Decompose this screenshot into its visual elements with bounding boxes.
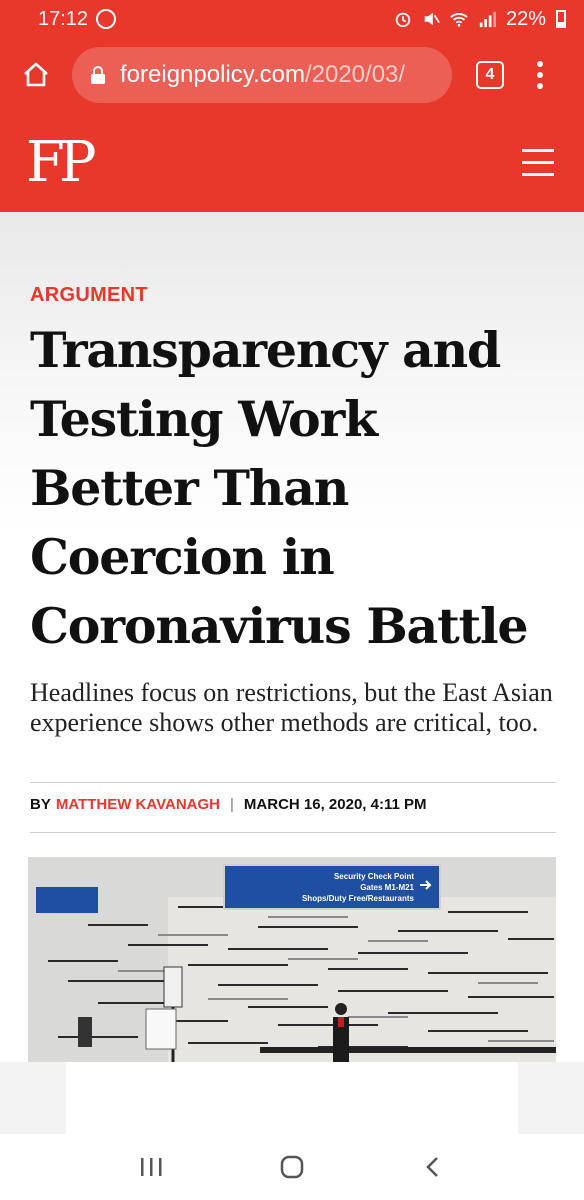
fp-logo[interactable]: FP xyxy=(26,129,91,195)
article-photo xyxy=(28,857,556,1062)
home-circle-icon xyxy=(279,1154,305,1180)
headline-line: Coercion in xyxy=(30,528,334,586)
byline xyxy=(30,796,426,813)
author-link[interactable]: MATTHEW KAVANAGH xyxy=(55,796,220,813)
sign-text: Shops/Duty Free/Restaurants xyxy=(301,894,414,903)
status-bar xyxy=(0,0,584,38)
divider xyxy=(30,832,556,833)
divider xyxy=(30,782,556,783)
battery-percent: 22% xyxy=(505,7,546,30)
signal-icon xyxy=(478,10,496,28)
tab-switcher-button[interactable]: 4 xyxy=(476,61,504,89)
menu-dot xyxy=(537,72,543,78)
status-time: 17:12 xyxy=(38,7,89,30)
browser-menu-button[interactable] xyxy=(528,61,552,89)
article-kicker[interactable]: ARGUMENT xyxy=(30,284,148,306)
system-nav-bar xyxy=(0,1134,584,1200)
headline-line: Testing Work xyxy=(30,390,377,448)
article-headline xyxy=(30,316,560,661)
headline-line: Coronavirus Battle xyxy=(30,597,528,655)
battery-icon xyxy=(556,10,566,28)
address-bar[interactable] xyxy=(72,47,452,103)
ad-banner-area xyxy=(0,1062,584,1134)
hamburger-menu-button[interactable] xyxy=(522,149,554,176)
url-domain: foreignpolicy.com xyxy=(120,61,305,88)
lock-icon xyxy=(90,66,106,84)
hamburger-line xyxy=(522,149,554,152)
headline-line: Better Than xyxy=(30,459,349,517)
whatsapp-icon xyxy=(96,9,116,29)
menu-dot xyxy=(537,61,543,67)
site-header xyxy=(0,112,584,212)
headline-line: Transparency and xyxy=(30,321,501,379)
article-header xyxy=(0,212,584,1062)
byline-prefix: BY xyxy=(30,796,51,813)
publish-date: MARCH 16, 2020, 4:11 PM xyxy=(243,796,427,813)
byline-separator: | xyxy=(230,796,234,813)
hamburger-line xyxy=(522,173,554,176)
sign-text: Gates M1-M21 xyxy=(360,883,414,892)
mute-icon xyxy=(422,10,440,28)
article-dek: Headlines focus on restrictions, but the East Asian experience shows other methods are critical, too. xyxy=(30,678,553,737)
recents-icon xyxy=(139,1156,163,1178)
home-button[interactable] xyxy=(14,53,58,97)
alarm-icon xyxy=(394,10,412,28)
back-button[interactable] xyxy=(413,1147,453,1187)
home-nav-button[interactable] xyxy=(272,1147,312,1187)
hamburger-line xyxy=(522,161,554,164)
recent-apps-button[interactable] xyxy=(131,1147,171,1187)
menu-dot xyxy=(537,83,543,89)
airport-terminal-image xyxy=(28,857,556,1062)
browser-toolbar xyxy=(0,38,584,112)
home-icon xyxy=(21,60,51,90)
wifi-icon xyxy=(450,10,468,28)
back-chevron-icon xyxy=(422,1155,444,1179)
sign-text: Security Check Point xyxy=(333,872,414,881)
ad-slot[interactable] xyxy=(66,1062,518,1134)
url-path: /2020/03/ xyxy=(304,61,406,88)
status-icons xyxy=(394,8,566,31)
